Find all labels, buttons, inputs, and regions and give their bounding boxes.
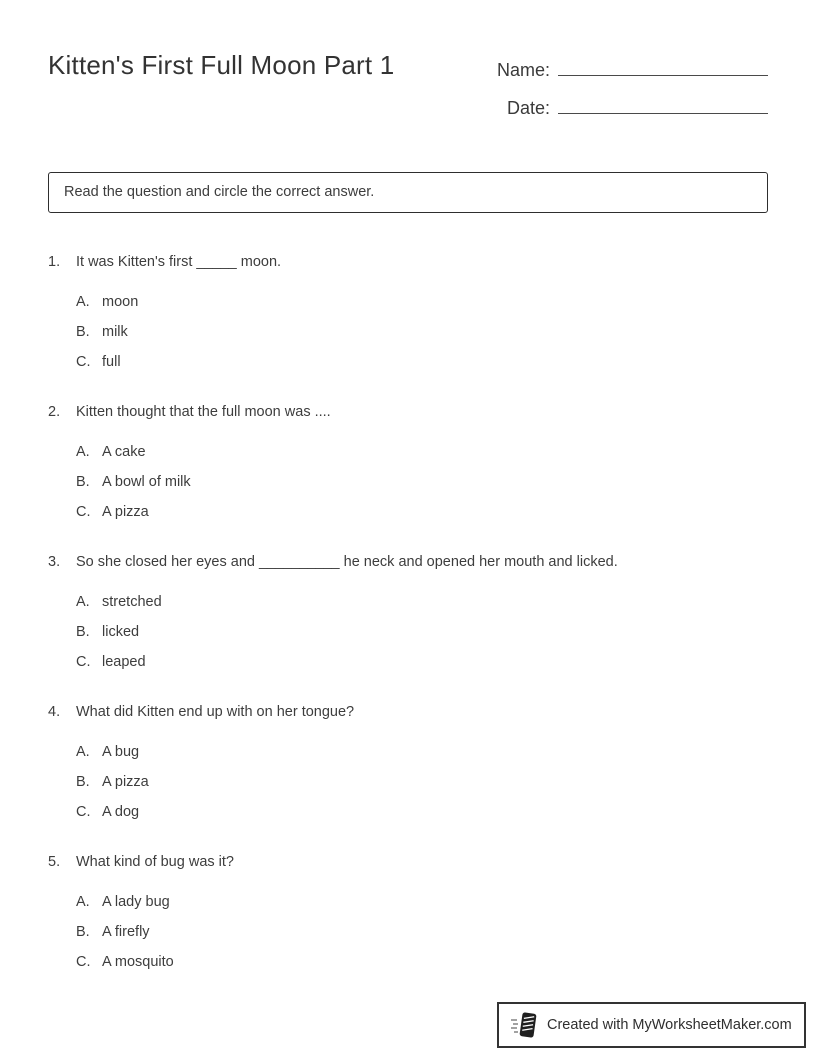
option-letter: B. [76,474,90,490]
option-text: full [102,354,121,370]
question-text: It was Kitten's first _____ moon. [76,254,282,270]
option-text: A firefly [102,924,150,940]
option-letter: B. [76,324,90,340]
question-block [48,253,768,372]
question-text-row [48,253,768,272]
name-field-row [476,52,768,90]
question-number: 4. [48,704,61,720]
option-row [76,443,768,462]
name-blank-line [558,52,768,76]
option-row [76,323,768,342]
question-block [48,403,768,522]
option-text: moon [102,294,139,310]
question-text: So she closed her eyes and __________ he neck and opened her mouth and licked. [76,554,618,570]
option-text: A dog [102,804,140,820]
question-text-row [48,403,768,422]
option-row [76,953,768,972]
date-blank-line [558,90,768,114]
question-text-row [48,553,768,572]
question-text: What kind of bug was it? [76,854,234,870]
option-row [76,353,768,372]
option-letter: C. [76,504,91,520]
footer-credit-box [497,1002,806,1048]
option-text: milk [102,324,128,340]
question-text: What did Kitten end up with on her tongue? [76,704,355,720]
question-block [48,853,768,972]
option-letter: B. [76,624,90,640]
option-row [76,293,768,312]
option-row [76,773,768,792]
question-text-row [48,703,768,722]
option-text: leaped [102,654,146,670]
option-letter: A. [76,744,90,760]
option-text: A cake [102,444,146,460]
option-letter: C. [76,954,91,970]
question-block [48,703,768,822]
option-row [76,503,768,522]
option-text: stretched [102,594,162,610]
question-number: 3. [48,554,61,570]
question-number: 1. [48,254,61,270]
option-letter: A. [76,894,90,910]
question-text: Kitten thought that the full moon was .... [76,404,331,420]
option-letter: A. [76,594,90,610]
date-label: Date: [506,98,550,118]
option-text: A mosquito [102,954,174,970]
instruction-box: Read the question and circle the correct answer. [48,172,768,213]
page-header [0,0,816,128]
option-letter: C. [76,354,91,370]
question-text-row [48,853,768,872]
option-row [76,623,768,642]
options-list [76,443,768,522]
option-letter: C. [76,804,91,820]
option-row [76,743,768,762]
questions-list [48,253,768,972]
question-number: 2. [48,404,61,420]
date-field-row [476,90,768,128]
option-row [76,803,768,822]
name-date-fields [476,52,768,128]
option-text: A bowl of milk [102,474,191,490]
option-text: licked [102,624,140,640]
option-text: A bug [102,744,140,760]
option-row [76,893,768,912]
option-row [76,923,768,942]
footer-credit-text: Created with MyWorksheetMaker.com [547,1017,792,1033]
options-list [76,593,768,672]
option-row [76,653,768,672]
option-row [76,473,768,492]
option-letter: C. [76,654,91,670]
options-list [76,293,768,372]
options-list [76,893,768,972]
option-text: A pizza [102,774,149,790]
question-number: 5. [48,854,61,870]
option-row [76,593,768,612]
option-letter: B. [76,774,90,790]
option-letter: A. [76,444,90,460]
option-letter: A. [76,294,90,310]
question-block [48,553,768,672]
name-label: Name: [496,60,550,80]
worksheet-logo-icon [511,1010,539,1040]
option-letter: B. [76,924,90,940]
option-text: A lady bug [102,894,170,910]
options-list [76,743,768,822]
option-text: A pizza [102,504,149,520]
page-title: Kitten's First Full Moon Part 1 [48,50,395,80]
